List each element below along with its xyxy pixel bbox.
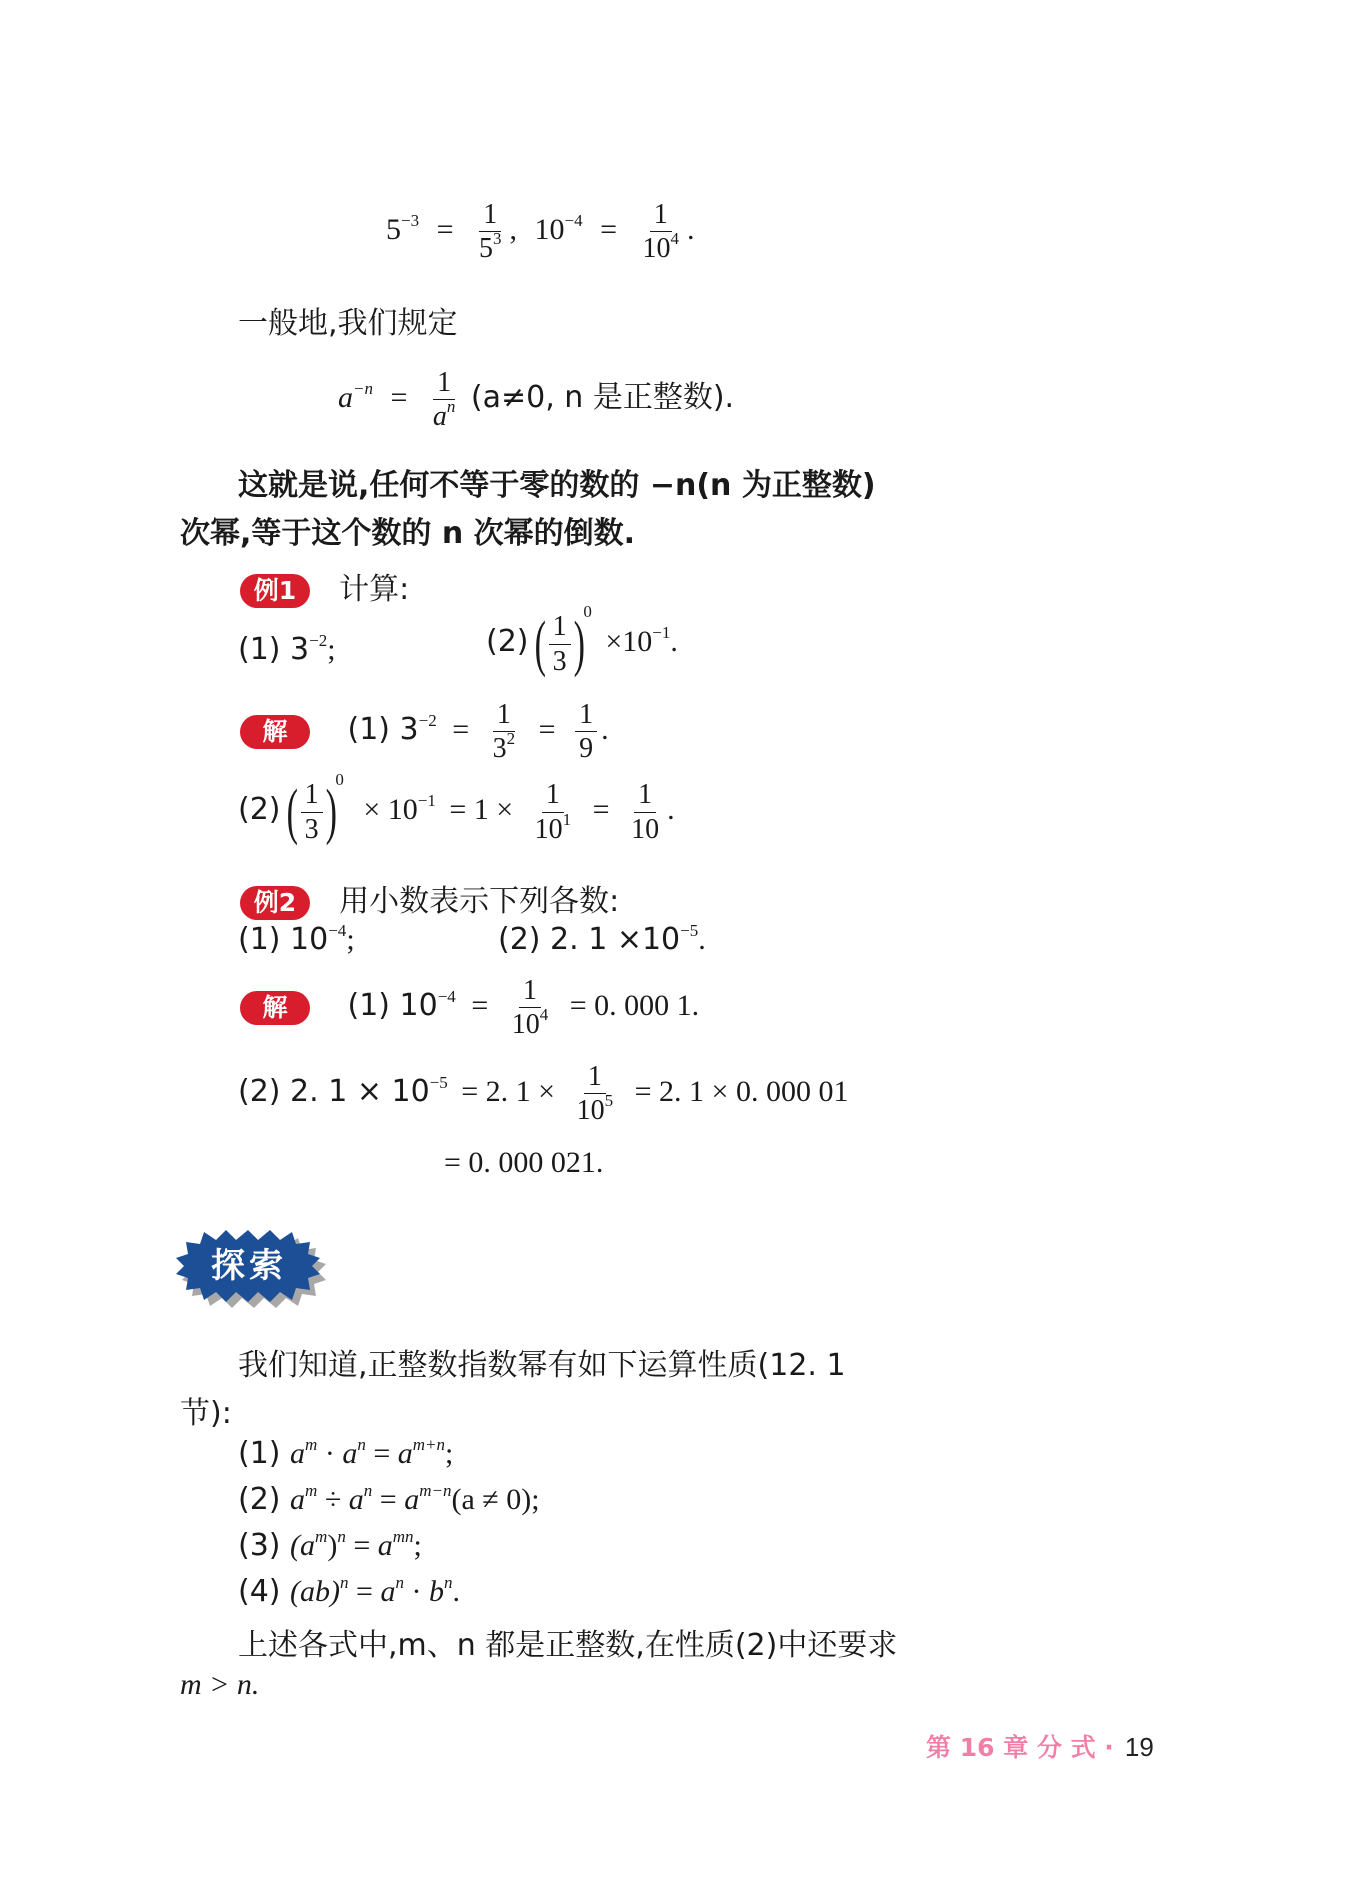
- example-2-header: 例2 用小数表示下列各数:: [240, 876, 619, 920]
- statement-line-1: 这就是说,任何不等于零的数的 −n(n 为正整数): [238, 468, 876, 503]
- general-intro-text: 一般地,我们规定: [238, 306, 458, 341]
- definition-negative-exponent: $a^{-n}$ = $\frac{1}{a^n}$ (a≠0, n 是正整数).: [338, 367, 735, 433]
- statement-line-2: 次幂,等于这个数的 n 次幂的倒数.: [180, 516, 636, 551]
- solution-1-part-1: 解 (1) $3^{-2}$ = $\frac{1}{3^2}$ = $\frac{1}{9}$ .: [240, 700, 609, 764]
- example-1-header: 例1 计算:: [240, 564, 409, 608]
- solution-badge: 解: [240, 991, 310, 1025]
- page-footer: [926, 1728, 1154, 1764]
- solution-2-part-1: 解 (1) $10^{-4}$ = $\frac{1}{10^4}$ = 0. 000 1.: [240, 976, 699, 1040]
- example-1-question-1: (1) $3^{-2}$;: [238, 631, 336, 667]
- solution-1-part-2: (2) ( $\frac{1}{3}$ )$^0 \times 10^{-1} = 1$ × $\frac{1}{10^1}$ = $\frac{1}{10}$ .: [238, 770, 675, 847]
- example-badge: 例2: [240, 886, 310, 920]
- solution-2-part-2: (2) 2. $1 \times 10^{-5} = 2$. 1 × $\frac{1}{10^5}$ = 2. 1 × 0. 000 01: [238, 1061, 849, 1127]
- solution-badge: 解: [240, 715, 310, 749]
- explore-label: 探索: [211, 1246, 287, 1286]
- example-2-question-1: (1) $10^{-4}$;: [238, 921, 355, 957]
- solution-2-part-3: = 0. 000 021.: [444, 1146, 604, 1179]
- property-1: (1) $a^m \cdot a^n = a^{m+n}$;: [238, 1435, 454, 1471]
- explore-badge: [176, 1228, 328, 1310]
- property-3: (3) $(a^m)^n = a^{mn}$;: [238, 1527, 422, 1563]
- page-number: 19: [1124, 1732, 1154, 1762]
- example-badge: 例1: [240, 574, 310, 608]
- note-line-1: 上述各式中,m、n 都是正整数,在性质(2)中还要求: [238, 1628, 898, 1663]
- property-2: (2) $a^m \div a^n = a^{m-n}(a \ne 0)$;: [238, 1481, 540, 1517]
- example-2-question-2: (2) 2. $1 \times 10^{-5}$.: [498, 921, 706, 957]
- chapter-label: 第 16 章 分 式 ·: [926, 1733, 1114, 1762]
- equation-reciprocal-examples: $5^{-3}$ = $\frac{1}{5^3}$ , $10^{-4}$ = $\frac{1}{10^4}$ .: [386, 199, 695, 265]
- explore-text-line-2: 节):: [180, 1396, 232, 1431]
- property-4: (4) $(ab)^n = a^n \cdot b^n$.: [238, 1573, 460, 1609]
- example-1-question-2: (2) ( $\frac{1}{3}$ )$^0 \times 10^{-1}$.: [486, 602, 678, 679]
- note-line-2: m > n.: [180, 1668, 260, 1701]
- explore-text-line-1: 我们知道,正整数指数幂有如下运算性质(12. 1: [238, 1348, 846, 1383]
